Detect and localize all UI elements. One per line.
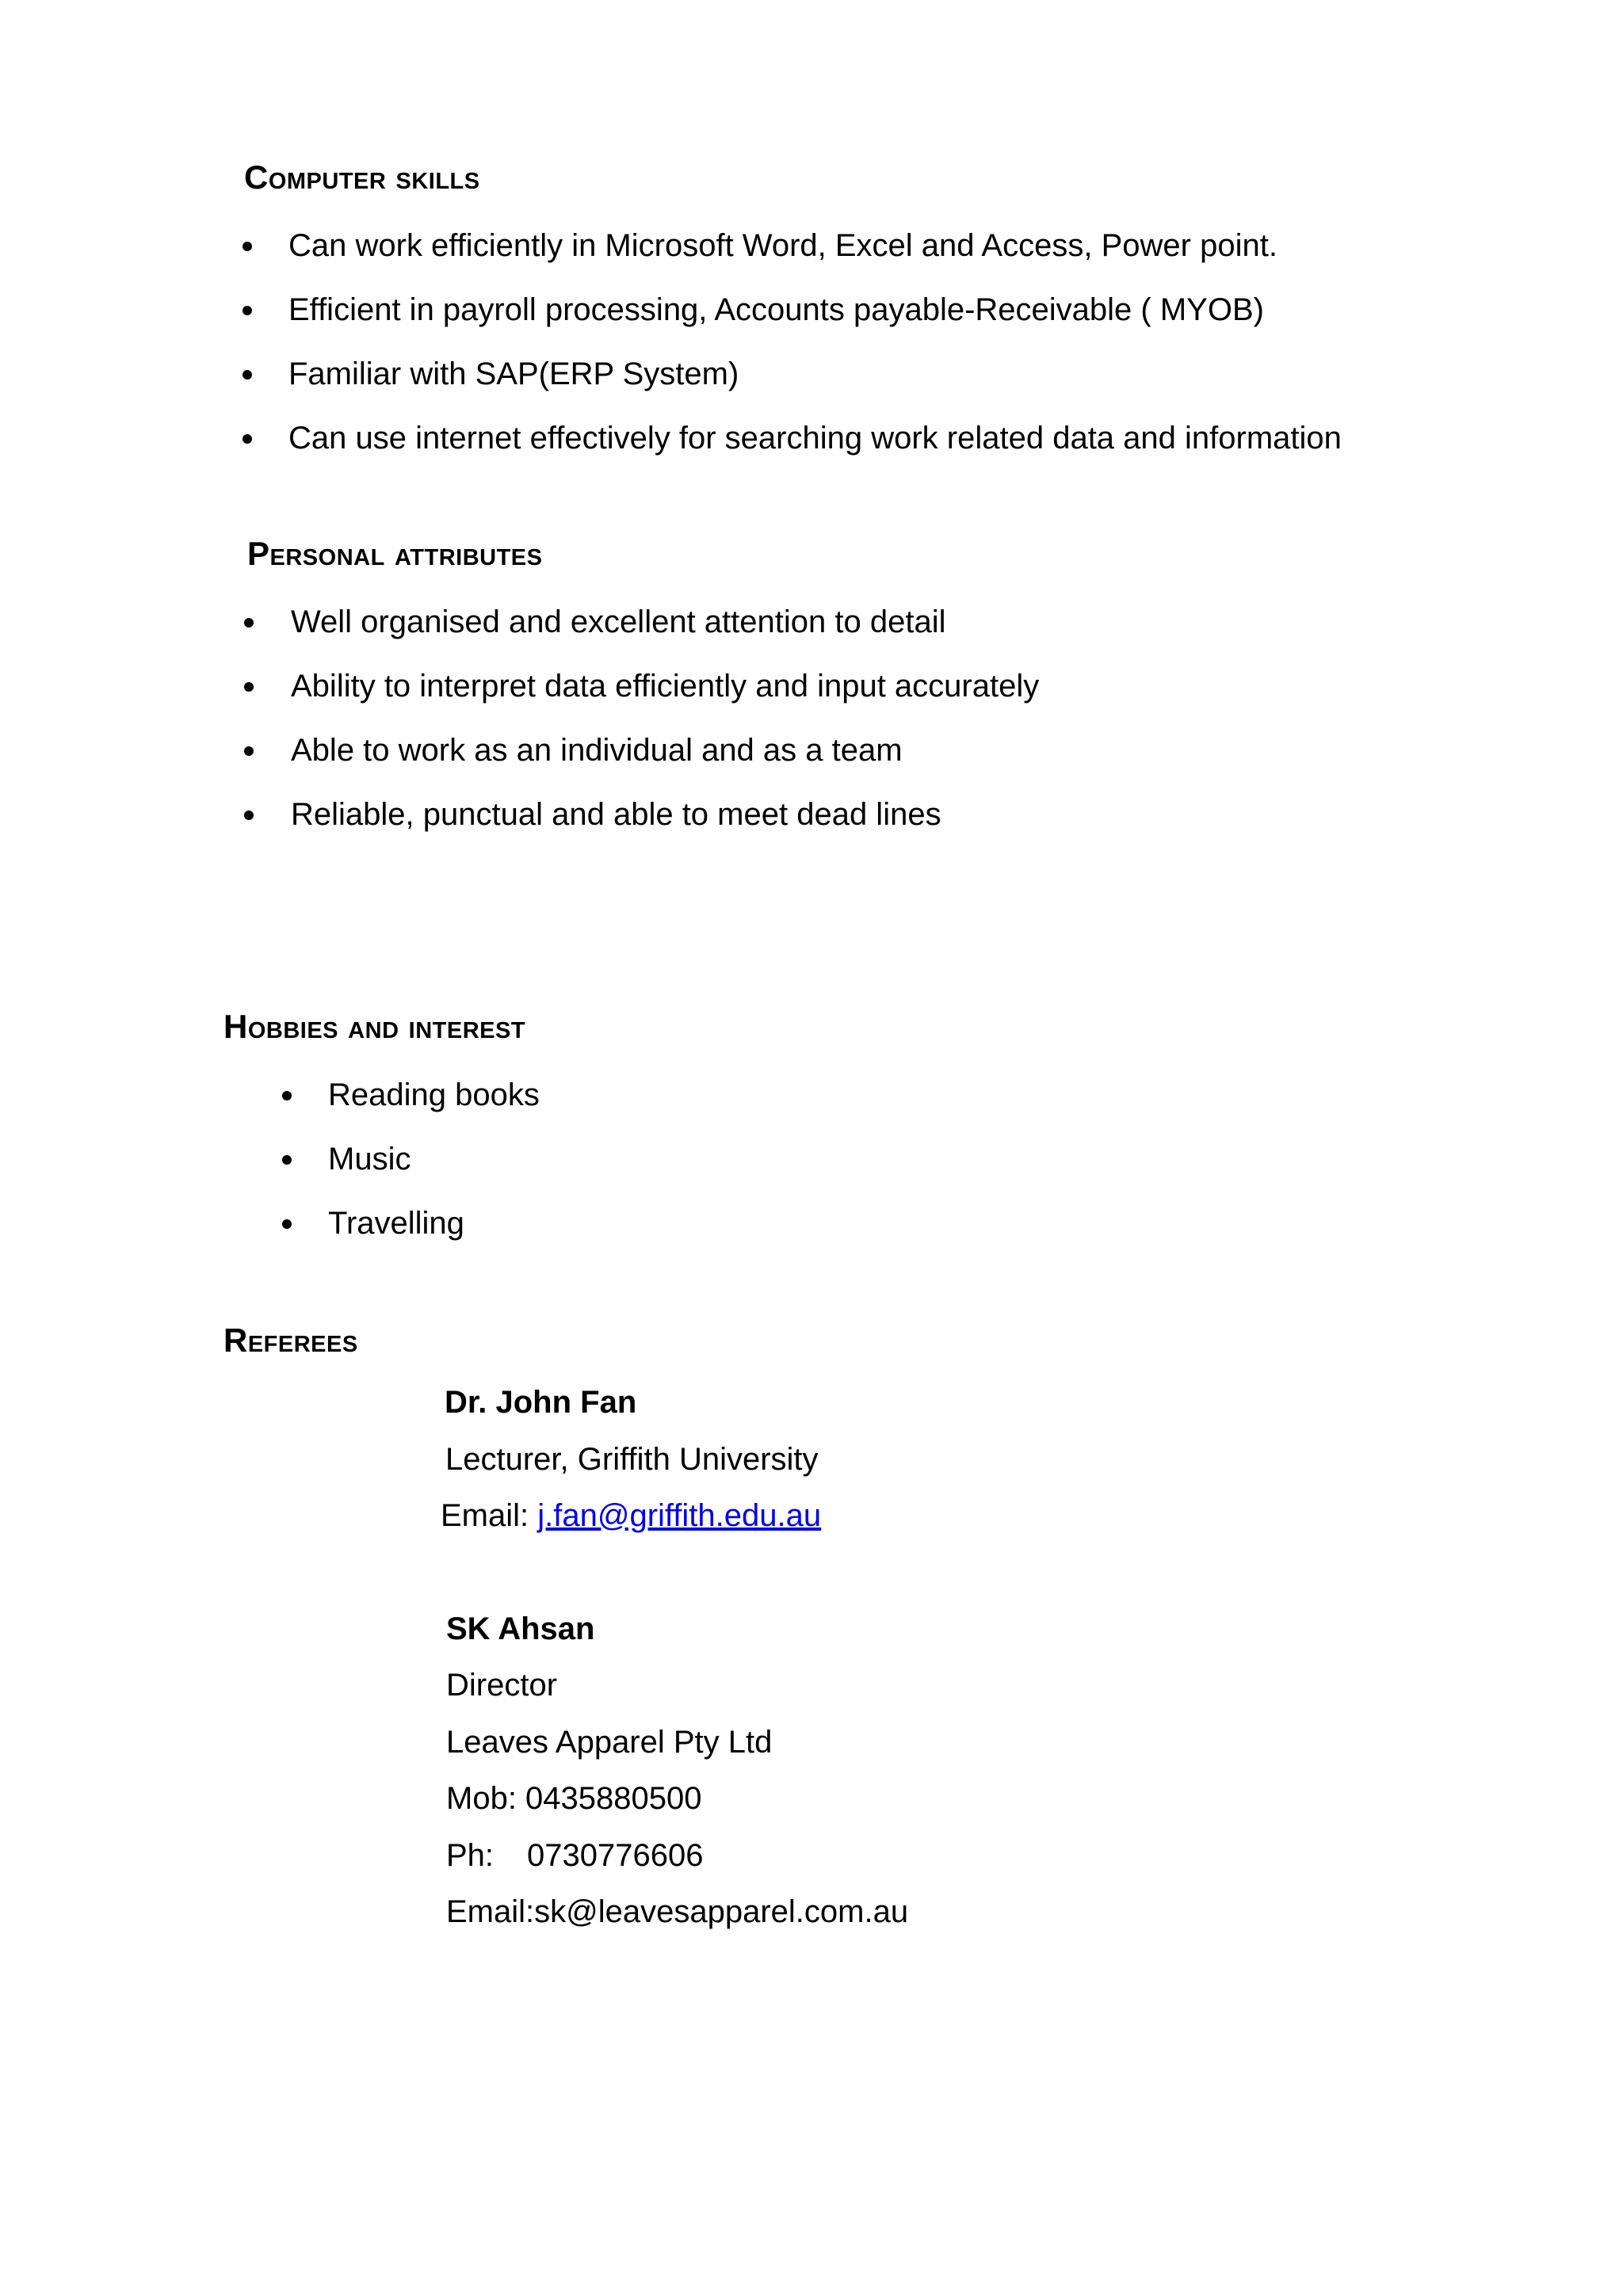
referee-2-phone-line — [446, 1838, 704, 1874]
list-item-text: Reading books — [328, 1077, 540, 1112]
referee-2-email: sk@leavesapparel.com.au — [534, 1894, 909, 1929]
bullet-icon — [242, 434, 252, 444]
list-item-text: Well organised and excellent attention to detail — [291, 605, 946, 639]
list-item-text: Can work efficiently in Microsoft Word, Excel and Access, Power point. — [288, 228, 1277, 263]
bullet-icon — [244, 810, 254, 820]
list-item — [277, 1192, 540, 1256]
list-item-text: Familiar with SAP(ERP System) — [288, 357, 739, 391]
list-item — [238, 406, 1342, 471]
referee-2-phone: 0730776606 — [527, 1838, 704, 1873]
list-item-text: Reliable, punctual and able to meet dead lines — [291, 797, 941, 832]
hobbies-list — [277, 1063, 540, 1256]
list-item — [277, 1063, 540, 1127]
bullet-icon — [282, 1091, 292, 1100]
list-item-text: Ability to interpret data efficiently and input accurately — [291, 669, 1040, 704]
list-item-text: Music — [328, 1142, 411, 1177]
hobbies-heading: Hobbies and interest — [223, 1008, 526, 1045]
referee-2-mobile-label: Mob: — [446, 1781, 526, 1816]
bullet-icon — [242, 242, 252, 251]
personal-attributes-list — [238, 590, 1039, 847]
referee-1-title: Lecturer, Griffith University — [445, 1442, 819, 1477]
list-item — [238, 214, 1342, 278]
list-item — [277, 1127, 540, 1192]
list-item — [238, 342, 1342, 406]
bullet-icon — [242, 306, 252, 315]
bullet-icon — [244, 618, 254, 627]
bullet-icon — [282, 1219, 292, 1229]
referees-heading: Referees — [223, 1322, 358, 1359]
referee-2-company: Leaves Apparel Pty Ltd — [446, 1725, 773, 1760]
bullet-icon — [282, 1155, 292, 1165]
bullet-icon — [242, 370, 252, 379]
referee-1-email-link[interactable]: j.fan@griffith.edu.au — [537, 1498, 822, 1533]
list-item — [238, 590, 1039, 654]
list-item — [238, 278, 1342, 342]
referee-1-name: Dr. John Fan — [445, 1385, 637, 1420]
bullet-icon — [244, 682, 254, 692]
list-item-text: Efficient in payroll processing, Accounts payable-Receivable ( MYOB) — [288, 292, 1264, 327]
bullet-icon — [244, 746, 254, 756]
referee-2-email-label: Email: — [446, 1894, 535, 1929]
computer-skills-list — [238, 214, 1342, 471]
computer-skills-heading: Computer skills — [244, 158, 480, 196]
list-item-text: Travelling — [328, 1206, 464, 1241]
list-item — [238, 783, 1039, 847]
referee-1-email-label: Email: — [441, 1498, 538, 1533]
referee-1-email-line — [441, 1498, 821, 1534]
referee-2-email-line — [446, 1894, 908, 1930]
list-item-text: Able to work as an individual and as a team — [291, 733, 903, 768]
personal-attributes-heading: Personal attributes — [247, 535, 543, 572]
referee-2-name: SK Ahsan — [446, 1611, 595, 1646]
referee-2-mobile-line — [446, 1781, 702, 1817]
list-item-text: Can use internet effectively for searching work related data and information — [288, 421, 1342, 456]
list-item — [238, 654, 1039, 719]
referee-2-phone-label: Ph: — [446, 1838, 495, 1873]
referee-2-title: Director — [446, 1668, 558, 1703]
referee-2-mobile: 0435880500 — [525, 1781, 702, 1816]
list-item — [238, 719, 1039, 783]
